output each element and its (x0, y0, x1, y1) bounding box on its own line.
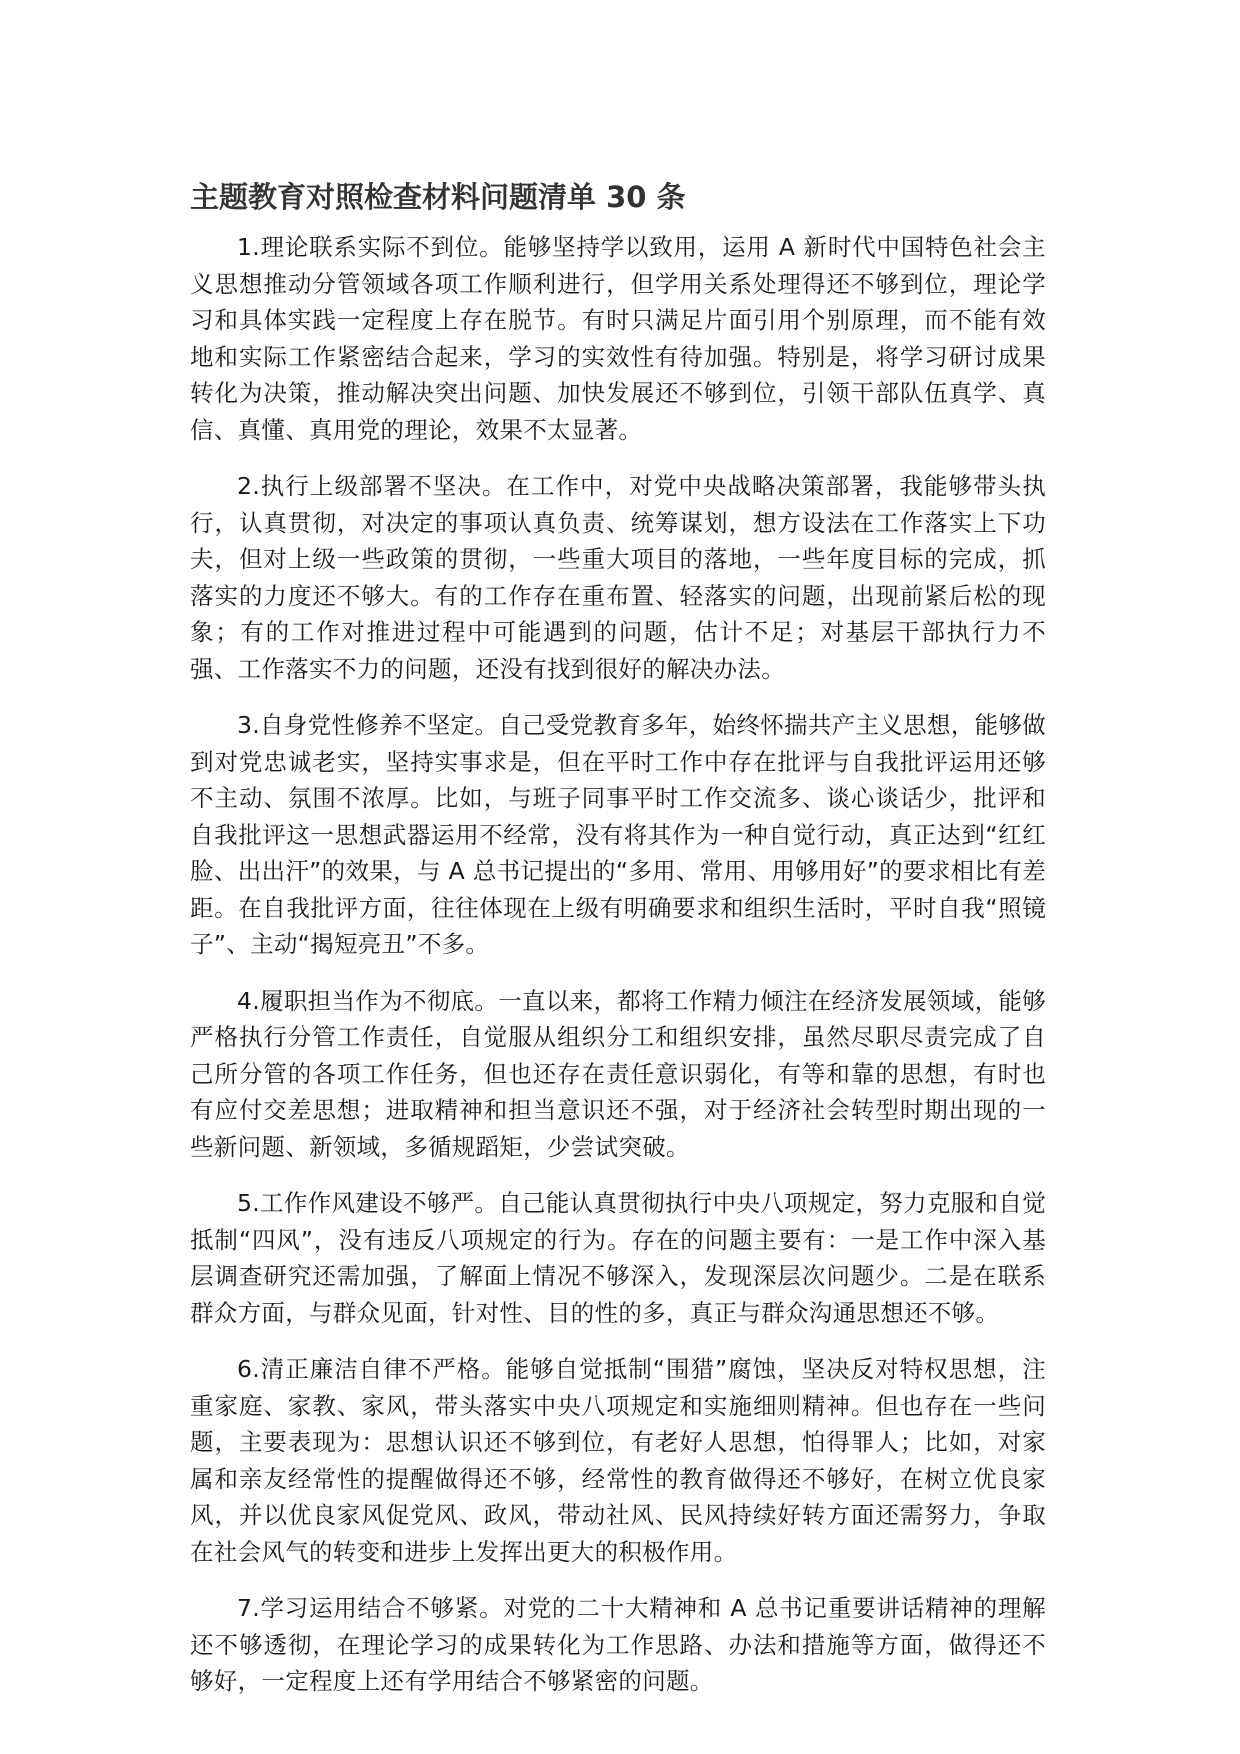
paragraph-4: 4.履职担当作为不彻底。一直以来，都将工作精力倾注在经济发展领域，能够严格执行分管工作责任，自觉服从组织分工和组织安排，虽然尽职尽责完成了自己所分管的各项工作任务，但也还存在责任意识弱化，有等和靠的思想，有时也有应付交差思想；进取精神和担当意识还不强，对于经济社会转型时期出现的一些新问题、新领域，多循规蹈矩，少尝试突破。 (190, 986, 1046, 1161)
paragraph-7: 7.学习运用结合不够紧。对党的二十大精神和 A 总书记重要讲话精神的理解还不够透彻，在理论学习的成果转化为工作思路、办法和措施等方面，做得还不够好，一定程度上还有学用结合不够紧密的问题。 (190, 1594, 1046, 1695)
paragraph-1: 1.理论联系实际不到位。能够坚持学以致用，运用 A 新时代中国特色社会主义思想推动分管领域各项工作顺利进行，但学用关系处理得还不够到位，理论学习和具体实践一定程度上存在脱节。有时只满足片面引用个别原理，而不能有效地和实际工作紧密结合起来，学习的实效性有待加强。特别是，将学习研讨成果转化为决策，推动解决突出问题、加快发展还不够到位，引领干部队伍真学、真信、真懂、真用党的理论，效果不太显著。 (190, 233, 1046, 444)
paragraph-5: 5.工作作风建设不够严。自己能认真贯彻执行中央八项规定，努力克服和自觉抵制“四风”，没有违反八项规定的行为。存在的问题主要有：一是工作中深入基层调查研究还需加强，了解面上情况不够深入，发现深层次问题少。二是在联系群众方面，与群众见面，针对性、目的性的多，真正与群众沟通思想还不够。 (190, 1189, 1046, 1327)
paragraph-2: 2.执行上级部署不坚决。在工作中，对党中央战略决策部署，我能够带头执行，认真贯彻，对决定的事项认真负责、统筹谋划，想方设法在工作落实上下功夫，但对上级一些政策的贯彻，一些重大项目的落地，一些年度目标的完成，抓落实的力度还不够大。有的工作存在重布置、轻落实的问题，出现前紧后松的现象；有的工作对推进过程中可能遇到的问题，估计不足；对基层干部执行力不强、工作落实不力的问题，还没有找到很好的解决办法。 (190, 472, 1046, 683)
document-page (190, 175, 1046, 1720)
document-title: 主题教育对照检查材料问题清单 30 条 (190, 180, 686, 214)
paragraph-6: 6.清正廉洁自律不严格。能够自觉抵制“围猎”腐蚀，坚决反对特权思想，注重家庭、家教、家风，带头落实中央八项规定和实施细则精神。但也存在一些问题，主要表现为：思想认识还不够到位，有老好人思想，怕得罪人；比如，对家属和亲友经常性的提醒做得还不够，经常性的教育做得还不够好，在树立优良家风，并以优良家风促党风、政风，带动社风、民风持续好转方面还需努力，争取在社会风气的转变和进步上发挥出更大的积极作用。 (190, 1355, 1046, 1566)
paragraph-3: 3.自身党性修养不坚定。自己受党教育多年，始终怀揣共产主义思想，能够做到对党忠诚老实，坚持实事求是，但在平时工作中存在批评与自我批评运用还够不主动、氛围不浓厚。比如，与班子同事平时工作交流多、谈心谈话少，批评和自我批评这一思想武器运用不经常，没有将其作为一种自觉行动，真正达到“红红脸、出出汗”的效果，与 A 总书记提出的“多用、常用、用够用好”的要求相比有差距。在自我批评方面，往往体现在上级有明确要求和组织生活时，平时自我“照镜子”、主动“揭短亮丑”不多。 (190, 711, 1046, 958)
